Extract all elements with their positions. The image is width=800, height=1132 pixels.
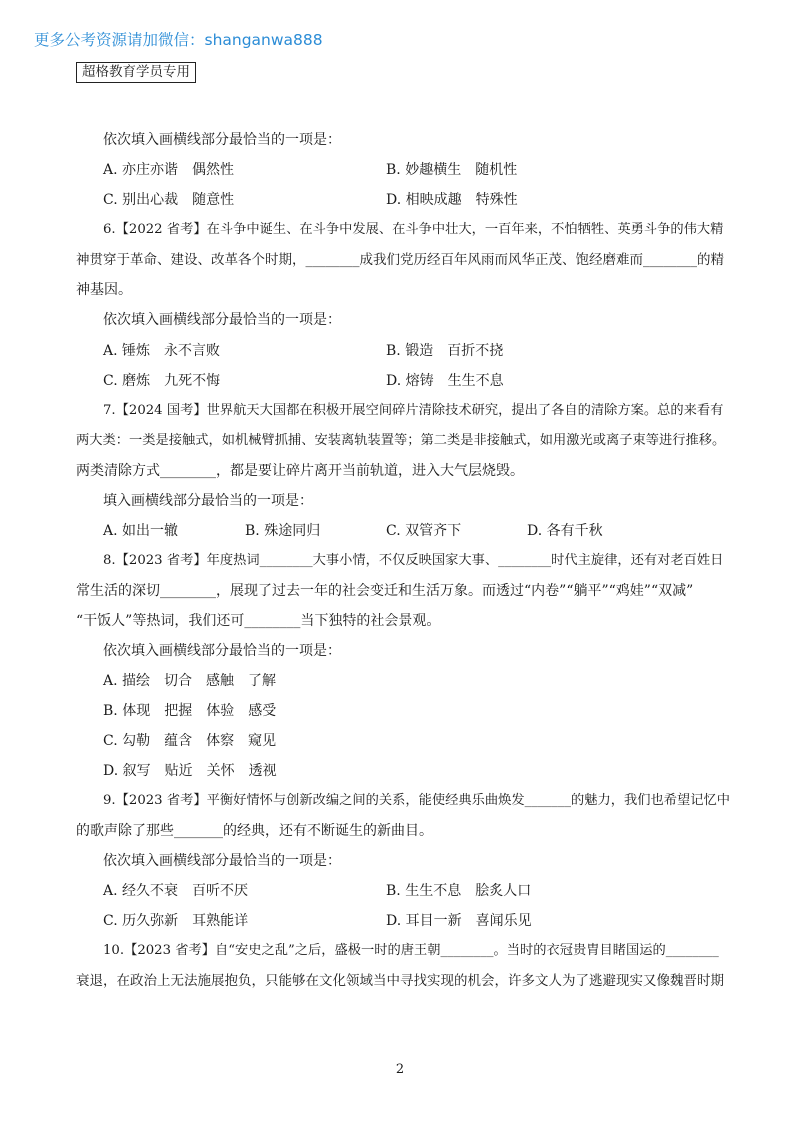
question-text-line: 7.【2024 国考】世界航天大国都在积极开展空间碎片清除技术研究，提出了各自的清除方案。总的来看有 bbox=[103, 403, 724, 418]
question-prompt: 填入画横线部分最恰当的一项是： bbox=[103, 493, 313, 509]
promo-text: 更多公考资源请加微信：shanganwa888 bbox=[34, 31, 323, 49]
question-prompt: 依次填入画横线部分最恰当的一项是： bbox=[103, 643, 341, 659]
question-text-line: 10.【2023 省考】自“安史之乱”之后，盛极一时的唐王朝________。当时的衣冠贵胄目睹国运的________ bbox=[103, 943, 719, 958]
question-prompt: 依次填入画横线部分最恰当的一项是： bbox=[103, 132, 341, 148]
question-text-line: 的歌声除了那些_______的经典，还有不断诞生的新曲目。 bbox=[76, 823, 433, 839]
option-d: D. 耳目一新 喜闻乐见 bbox=[386, 913, 532, 929]
option-a: A. 锤炼 永不言败 bbox=[103, 343, 221, 359]
option-b: B. 锻造 百折不挠 bbox=[386, 343, 504, 359]
option-d: D. 相映成趣 特殊性 bbox=[386, 192, 518, 208]
option-b: B. 体现 把握 体验 感受 bbox=[103, 703, 277, 719]
option-a: A. 亦庄亦谐 偶然性 bbox=[103, 162, 235, 178]
page-number: 2 bbox=[395, 1062, 405, 1077]
option-c: C. 勾勒 蕴含 体察 窥见 bbox=[103, 733, 277, 749]
option-c: C. 历久弥新 耳熟能详 bbox=[103, 913, 249, 929]
question-text-line: “干饭人”等热词，我们还可________当下独特的社会景观。 bbox=[76, 613, 441, 629]
question-prompt: 依次填入画横线部分最恰当的一项是： bbox=[103, 312, 341, 328]
question-text-line: 8.【2023 省考】年度热词________大事小情，不仅反映国家大事、________时代主旋律，还有对老百姓日 bbox=[103, 553, 724, 568]
option-d: D. 熔铸 生生不息 bbox=[386, 373, 504, 389]
option-c: C. 磨炼 九死不悔 bbox=[103, 373, 221, 389]
question-text-line: 神贯穿于革命、建设、改革各个时期，________成我们党历经百年风雨而风华正茂、饱经磨难而________的精 bbox=[76, 252, 724, 268]
question-prompt: 依次填入画横线部分最恰当的一项是： bbox=[103, 853, 341, 869]
question-text-line: 衰退，在政治上无法施展抱负，只能够在文化领域当中寻找实现的机会，许多文人为了逃避现实又像魏晋时期 bbox=[76, 973, 724, 989]
option-b: B. 殊途同归 bbox=[245, 523, 321, 539]
question-text-line: 6.【2022 省考】在斗争中诞生、在斗争中发展、在斗争中壮大，一百年来，不怕牺牲、英勇斗争的伟大精 bbox=[103, 222, 724, 237]
question-text-line: 两大类：一类是接触式，如机械臂抓捕、安装离轨装置等；第二类是非接触式，如用激光或离子束等进行推移。 bbox=[76, 433, 726, 448]
question-text-line: 两类清除方式________，都是要让碎片离开当前轨道，进入大气层烧毁。 bbox=[76, 463, 524, 479]
question-text-line: 常生活的深切________，展现了过去一年的社会变迁和生活万象。而透过“内卷”“躺平”“鸡娃”“双减” bbox=[76, 583, 694, 599]
option-a: A. 经久不衰 百听不厌 bbox=[103, 883, 249, 899]
option-c: C. 双管齐下 bbox=[386, 523, 462, 539]
question-text-line: 神基因。 bbox=[76, 282, 132, 298]
option-a: A. 描绘 切合 感触 了解 bbox=[103, 673, 277, 689]
option-c: C. 别出心裁 随意性 bbox=[103, 192, 235, 208]
question-text-line: 9.【2023 省考】平衡好情怀与创新改编之间的关系，能使经典乐曲焕发_______的魅力，我们也希望记忆中 bbox=[103, 793, 730, 808]
option-b: B. 生生不息 脍炙人口 bbox=[386, 883, 532, 899]
option-b: B. 妙趣横生 随机性 bbox=[386, 162, 518, 178]
member-stamp: 超格教育学员专用 bbox=[76, 62, 196, 83]
option-d: D. 各有千秋 bbox=[527, 523, 603, 539]
option-d: D. 叙写 贴近 关怀 透视 bbox=[103, 763, 277, 779]
option-a: A. 如出一辙 bbox=[103, 523, 179, 539]
